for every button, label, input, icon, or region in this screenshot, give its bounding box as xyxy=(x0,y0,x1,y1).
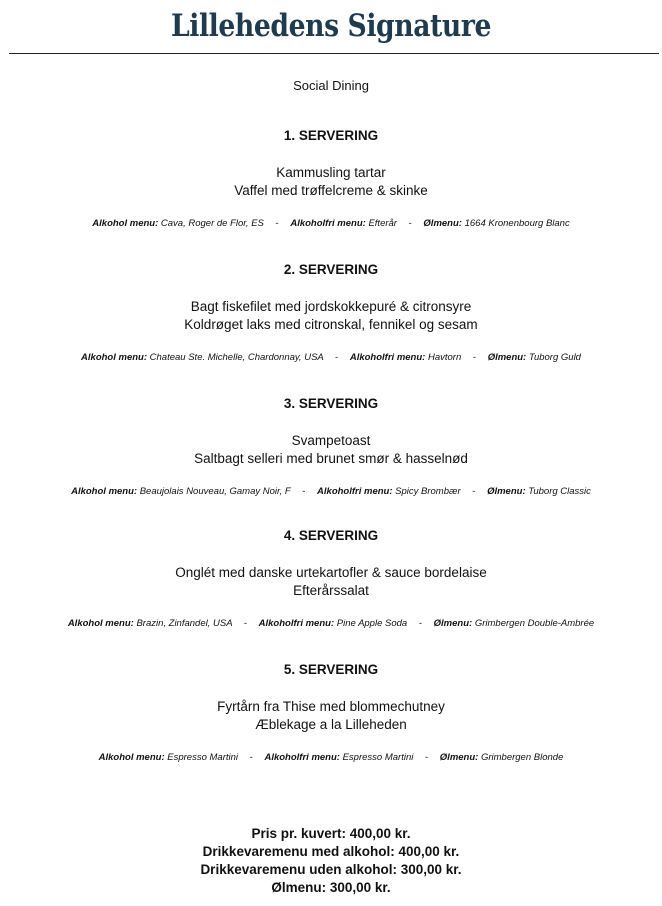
alcoholfree-drink: Espresso Martini xyxy=(342,752,414,763)
alcoholfree-drink: Havtorn xyxy=(427,352,462,363)
dish: Svampetoast xyxy=(291,433,371,448)
course-1 xyxy=(0,128,662,230)
course-dishes xyxy=(0,698,662,734)
beer-drink: Tuborg Guld xyxy=(528,352,581,363)
dish: Onglét med danske urtekartofler & sauce bordelaise xyxy=(175,565,487,580)
price-list xyxy=(0,825,662,897)
beer-label: Ølmenu: xyxy=(439,752,479,763)
dish: Saltbagt selleri med brunet smør & hasselnød xyxy=(194,451,468,466)
beer-drink: 1664 Kronenbourg Blanc xyxy=(464,218,570,229)
separator: - xyxy=(418,618,423,629)
dish: Vaffel med trøffelcreme & skinke xyxy=(234,183,428,198)
separator: - xyxy=(472,352,477,363)
alcoholfree-label: Alkoholfri menu: xyxy=(290,218,366,229)
course-dishes xyxy=(0,298,662,334)
course-dishes xyxy=(0,564,662,600)
course-4 xyxy=(0,528,662,630)
beer-label: Ølmenu: xyxy=(433,618,473,629)
alcohol-label: Alkohol menu: xyxy=(67,618,134,629)
page-title: Lillehedens Signature xyxy=(170,8,492,44)
course-dishes xyxy=(0,432,662,468)
alcohol-label: Alkohol menu: xyxy=(92,218,159,229)
alcohol-label: Alkohol menu: xyxy=(81,352,148,363)
price-beer: Ølmenu: 300,00 kr. xyxy=(271,880,391,895)
price-drinks-nonalcohol: Drikkevaremenu uden alkohol: 300,00 kr. xyxy=(200,862,462,877)
alcohol-label: Alkohol menu: xyxy=(98,752,165,763)
alcoholfree-drink: Spicy Brombær xyxy=(395,486,461,497)
dish: Efterårssalat xyxy=(293,583,369,598)
alcohol-drink: Cava, Roger de Flor, ES xyxy=(160,218,264,229)
course-5 xyxy=(0,662,662,764)
title-divider xyxy=(9,53,659,54)
price-drinks-alcohol: Drikkevaremenu med alkohol: 400,00 kr. xyxy=(202,844,460,859)
separator: - xyxy=(472,486,476,497)
drink-pairings xyxy=(0,752,662,764)
dish: Koldrøget laks med citronskal, fennikel og sesam xyxy=(184,317,478,332)
course-dishes xyxy=(0,164,662,200)
alcohol-drink: Espresso Martini xyxy=(167,752,239,763)
beer-label: Ølmenu: xyxy=(487,352,527,363)
drink-pairings xyxy=(0,218,662,230)
separator: - xyxy=(249,752,253,763)
alcohol-drink: Beaujolais Nouveau, Gamay Noir, F xyxy=(139,486,291,497)
subtitle: Social Dining xyxy=(293,78,369,93)
separator: - xyxy=(302,486,306,497)
course-heading: 1. SERVERING xyxy=(283,128,379,143)
separator: - xyxy=(335,352,339,363)
alcohol-label: Alkohol menu: xyxy=(71,486,138,497)
beer-label: Ølmenu: xyxy=(423,218,462,229)
course-heading: 4. SERVERING xyxy=(283,528,379,543)
drink-pairings xyxy=(0,486,662,498)
dish: Bagt fiskefilet med jordskokkepuré & citronsyre xyxy=(190,299,472,314)
dish: Æblekage a la Lilleheden xyxy=(255,717,407,732)
alcohol-drink: Brazin, Zinfandel, USA xyxy=(136,618,233,629)
course-heading: 2. SERVERING xyxy=(283,262,379,277)
course-heading: 5. SERVERING xyxy=(283,662,379,677)
alcoholfree-label: Alkoholfri menu: xyxy=(349,352,426,363)
alcoholfree-drink: Efterår xyxy=(368,218,397,229)
price-cover: Pris pr. kuvert: 400,00 kr. xyxy=(251,826,411,841)
alcoholfree-label: Alkoholfri menu: xyxy=(258,618,335,629)
separator: - xyxy=(243,618,247,629)
course-2 xyxy=(0,262,662,364)
course-heading: 3. SERVERING xyxy=(283,396,379,411)
dish: Fyrtårn fra Thise med blommechutney xyxy=(217,699,445,714)
course-3 xyxy=(0,396,662,498)
beer-label: Ølmenu: xyxy=(487,486,526,497)
separator: - xyxy=(275,218,279,229)
alcoholfree-drink: Pine Apple Soda xyxy=(336,618,408,629)
alcoholfree-label: Alkoholfri menu: xyxy=(264,752,340,763)
alcohol-drink: Chateau Ste. Michelle, Chardonnay, USA xyxy=(149,352,324,363)
drink-pairings xyxy=(0,352,662,364)
dish: Kammusling tartar xyxy=(276,165,386,180)
beer-drink: Grimbergen Blonde xyxy=(480,752,564,763)
separator: - xyxy=(424,752,429,763)
alcoholfree-label: Alkoholfri menu: xyxy=(317,486,393,497)
beer-drink: Tuborg Classic xyxy=(528,486,591,497)
separator: - xyxy=(408,218,412,229)
beer-drink: Grimbergen Double-Ambrée xyxy=(474,618,595,629)
drink-pairings xyxy=(0,618,662,630)
